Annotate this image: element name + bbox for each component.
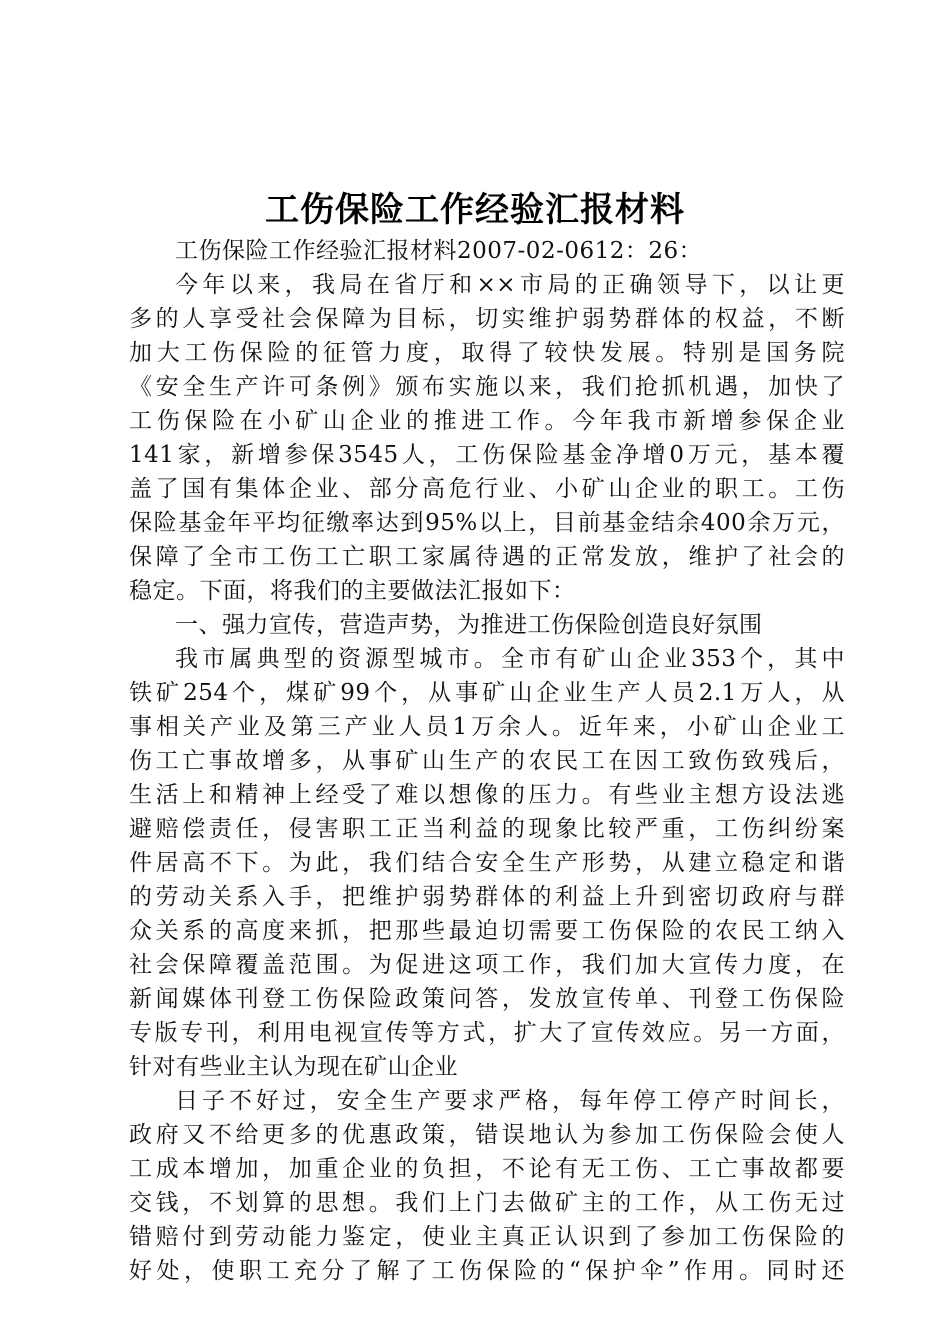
text-line: 伤工亡事故增多，从事矿山生产的农民工在因工致伤致残后，	[129, 748, 845, 774]
text-line: 多的人享受社会保障为目标，切实维护弱势群体的权益，不断	[129, 306, 845, 332]
text-line: 众关系的高度来抓，把那些最迫切需要工伤保险的农民工纳入	[129, 918, 845, 944]
document-body	[129, 234, 845, 1288]
text-line: 一、强力宣传，营造声势，为推进工伤保险创造良好氛围	[175, 612, 763, 638]
text-line: 《安全生产许可条例》颁布实施以来，我们抢抓机遇，加快了	[129, 374, 845, 400]
text-line: 稳定。下面，将我们的主要做法汇报如下：	[129, 578, 576, 604]
text-line: 141家，新增参保3545人，工伤保险基金净增0万元，基本覆	[129, 442, 845, 468]
text-line: 事相关产业及第三产业人员1万余人。近年来，小矿山企业工	[129, 714, 845, 740]
text-line: 保障了全市工伤工亡职工家属待遇的正常发放，维护了社会的	[129, 544, 845, 570]
text-line: 日子不好过，安全生产要求严格，每年停工停产时间长，	[175, 1088, 845, 1114]
text-line: 我市属典型的资源型城市。全市有矿山企业353个，其中	[175, 646, 845, 672]
text-line: 避赔偿责任，侵害职工正当利益的现象比较严重，工伤纠纷案	[129, 816, 845, 842]
text-line: 错赔付到劳动能力鉴定，使业主真正认识到了参加工伤保险的	[129, 1224, 845, 1250]
document-title: 工伤保险工作经验汇报材料	[265, 190, 685, 230]
text-line: 盖了国有集体企业、部分高危行业、小矿山企业的职工。工伤	[129, 476, 845, 502]
text-line: 的劳动关系入手，把维护弱势群体的利益上升到密切政府与群	[129, 884, 845, 910]
text-line: 工伤保险工作经验汇报材料2007-02-0612：26：	[175, 238, 703, 264]
text-line: 新闻媒体刊登工伤保险政策问答，发放宣传单、刊登工伤保险	[129, 986, 845, 1012]
text-line: 铁矿254个，煤矿99个，从事矿山企业生产人员2.1万人，从	[129, 680, 845, 706]
text-line: 工伤保险在小矿山企业的推进工作。今年我市新增参保企业	[129, 408, 845, 434]
text-line: 交钱，不划算的思想。我们上门去做矿主的工作，从工伤无过	[129, 1190, 845, 1216]
text-line: 工成本增加，加重企业的负担，不论有无工伤、工亡事故都要	[129, 1156, 845, 1182]
text-line: 政府又不给更多的优惠政策，错误地认为参加工伤保险会使人	[129, 1122, 845, 1148]
text-line: 加大工伤保险的征管力度，取得了较快发展。特别是国务院	[129, 340, 845, 366]
text-line: 保险基金年平均征缴率达到95%以上，目前基金结余400余万元，	[129, 510, 845, 536]
text-line: 社会保障覆盖范围。为促进这项工作，我们加大宣传力度，在	[129, 952, 845, 978]
text-line: 专版专刊，利用电视宣传等方式，扩大了宣传效应。另一方面，	[129, 1020, 845, 1046]
text-line: 生活上和精神上经受了难以想像的压力。有些业主想方设法逃	[129, 782, 845, 808]
text-line: 好处，使职工充分了解了工伤保险的“保护伞”作用。同时还	[129, 1258, 845, 1284]
text-line: 今年以来，我局在省厅和××市局的正确领导下，以让更	[175, 272, 845, 298]
text-line: 件居高不下。为此，我们结合安全生产形势，从建立稳定和谐	[129, 850, 845, 876]
text-line: 针对有些业主认为现在矿山企业	[129, 1054, 458, 1080]
